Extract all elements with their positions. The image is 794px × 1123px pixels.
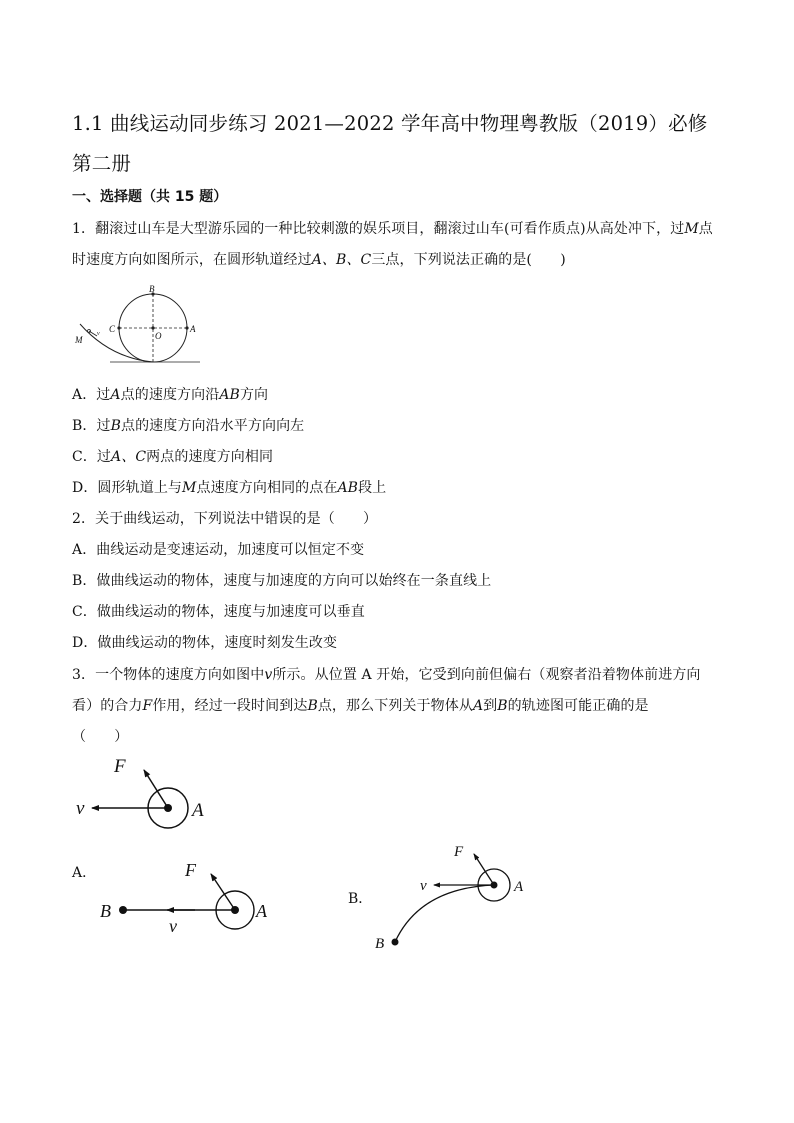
- q3-stem-line-3: （ ）: [72, 729, 129, 745]
- q3-opt-a-label-a: A: [256, 901, 267, 921]
- q1-fig-label-c: C: [109, 324, 116, 334]
- q3-stem-b-t8: 的轨迹图可能正确的是: [507, 698, 649, 714]
- q1-option-d: [72, 477, 386, 497]
- q1-stem-text: 1．翻滚过山车是大型游乐园的一种比较刺激的娱乐项目，翻滚过山车(可看作质点)从高处冲下，过: [72, 221, 685, 237]
- q3-opt-a-label-v: v: [169, 916, 177, 936]
- q3-opt-b-label-f: F: [454, 844, 464, 860]
- q2-option-b: B．做曲线运动的物体，速度与加速度的方向可以始终在一条直线上: [72, 573, 492, 589]
- q1-opt-b-t0: B．过: [72, 418, 111, 434]
- page-title: [72, 104, 732, 184]
- q3-main-figure: [70, 750, 240, 840]
- q1-opt-d-t3: AB: [337, 480, 359, 496]
- q1-opt-d-t0: D．圆形轨道上与: [72, 480, 183, 496]
- q3-stem-b-t7: B: [497, 698, 508, 714]
- q1-fig-label-b: B: [149, 284, 155, 294]
- q1-opt-a-t4: 方向: [239, 387, 269, 403]
- q3-stem-line-2: [72, 695, 649, 715]
- q2-stem: 2．关于曲线运动，下列说法中错误的是（ ）: [72, 511, 378, 527]
- q3-main-label-a: A: [192, 800, 204, 821]
- title-line-1: 1.1 曲线运动同步练习 2021—2022 学年高中物理粤教版（2019）必修: [72, 112, 708, 135]
- q3-opt-a-label-f: F: [185, 860, 196, 880]
- q3-main-label-f: F: [114, 756, 126, 777]
- q3-stem-b-t1: F: [142, 698, 153, 714]
- q2-option-d: D．做曲线运动的物体，速度时刻发生改变: [72, 635, 338, 651]
- q3-stem-b-t4: 点，那么下列关于物体从: [317, 698, 473, 714]
- q3-option-b-figure: [370, 838, 540, 953]
- q3-option-a-figure: [95, 850, 285, 940]
- q2-option-a: A．曲线运动是变速运动，加速度可以恒定不变: [72, 542, 365, 558]
- q3-stem-a-var: v: [264, 667, 273, 683]
- q1-fig-label-v: v: [97, 331, 100, 337]
- q1-fig-label-a: A: [190, 324, 196, 334]
- q1-option-c: [72, 446, 273, 466]
- q3-stem-line-1: [72, 664, 701, 684]
- q1-opt-d-t2: 点速度方向相同的点在: [196, 480, 338, 496]
- q1-stem-line-2: [72, 249, 566, 269]
- q1-opt-a-t0: A．过: [72, 387, 111, 403]
- q3-opt-a-label-b: B: [100, 901, 111, 921]
- q3-option-a-label: A．: [72, 865, 97, 881]
- q3-stem-a-post: 所示。从位置 A 开始，它受到向前但偏右（观察者沿着物体前进方向: [272, 667, 701, 683]
- q1-loop-figure: [70, 280, 210, 370]
- q1-opt-a-t1: A: [110, 387, 121, 403]
- q1-option-b: [72, 415, 304, 435]
- q1-opt-c-t2: 两点的速度方向相同: [146, 449, 274, 465]
- q1-opt-c-t0: C．过: [72, 449, 112, 465]
- q3-stem-b-t6: 到: [483, 698, 498, 714]
- q3-opt-b-label-a: A: [514, 879, 524, 895]
- q3-stem-b-t0: 看）的合力: [72, 698, 143, 714]
- title-line-2: 第二册: [72, 152, 132, 175]
- q1-stem-b-pre: 时速度方向如图所示，在圆形轨道经过: [72, 252, 312, 268]
- q1-stem-var-m: M: [684, 221, 699, 237]
- q3-opt-b-label-v: v: [420, 878, 427, 894]
- q3-stem-a-pre: 3．一个物体的速度方向如图中: [72, 667, 265, 683]
- q1-opt-d-t4: 段上: [358, 480, 387, 496]
- q1-opt-b-t2: 点的速度方向沿水平方向向左: [120, 418, 305, 434]
- q1-stem-b-post: 三点，下列说法正确的是( ): [371, 252, 566, 268]
- q1-fig-label-o: O: [155, 331, 162, 341]
- q1-fig-label-m: M: [75, 335, 83, 345]
- q3-opt-b-label-b: B: [375, 936, 385, 952]
- section-heading: 一、选择题（共 15 题）: [72, 189, 228, 205]
- q3-option-b-label: B．: [348, 891, 373, 907]
- q1-stem-line-1: [72, 218, 713, 238]
- q3-main-label-v: v: [76, 798, 85, 819]
- q1-stem-tail: 点: [698, 221, 713, 237]
- q1-opt-a-t2: 点的速度方向沿: [120, 387, 220, 403]
- q1-option-a: [72, 384, 268, 404]
- q1-stem-b-vars: A、B、C: [311, 252, 372, 268]
- q3-stem-b-t3: B: [307, 698, 318, 714]
- q1-opt-a-t3: AB: [219, 387, 240, 403]
- q3-stem-b-t5: A: [472, 698, 484, 714]
- q2-option-c: C．做曲线运动的物体，速度与加速度可以垂直: [72, 604, 365, 620]
- q1-opt-d-t1: M: [182, 480, 197, 496]
- q1-opt-c-t1: A、C: [111, 449, 147, 465]
- q1-opt-b-t1: B: [110, 418, 121, 434]
- q3-stem-b-t2: 作用，经过一段时间到达: [152, 698, 308, 714]
